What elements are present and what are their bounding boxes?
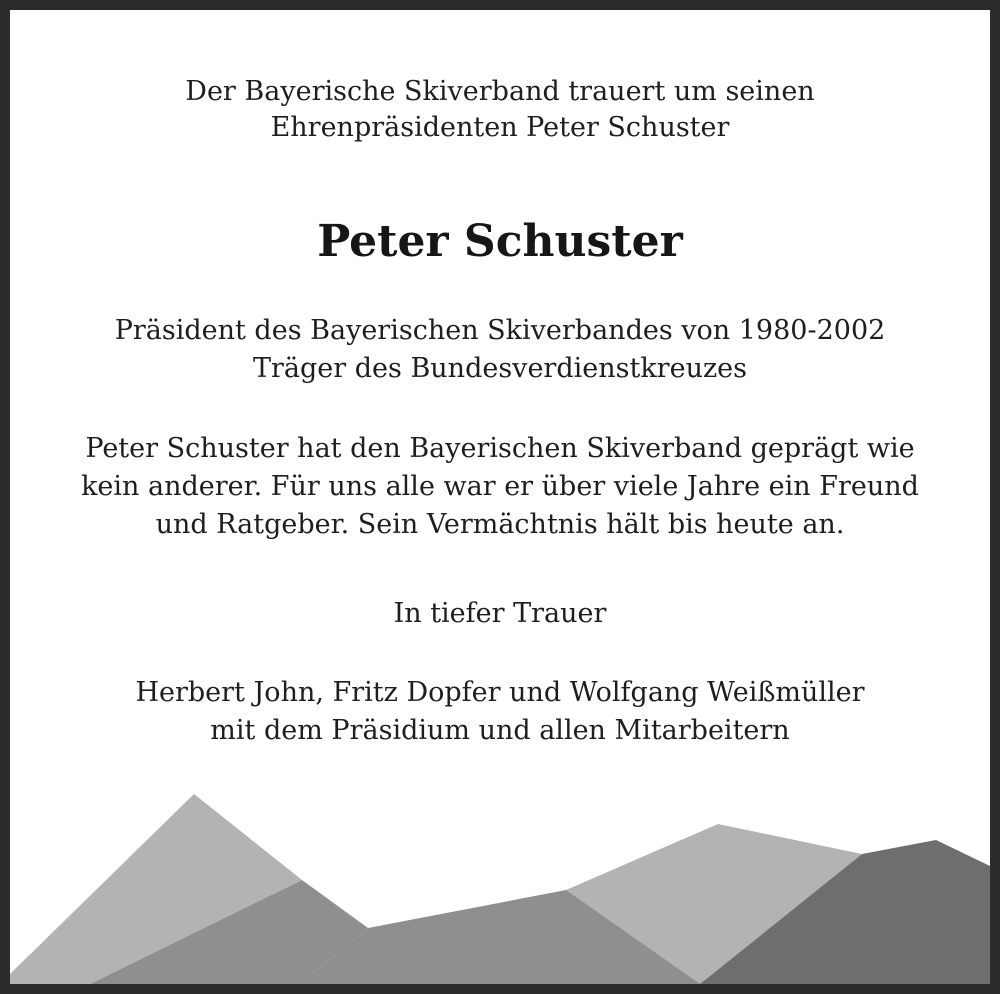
tribute-line-1: Peter Schuster hat den Bayerischen Skiverband geprägt wie — [85, 433, 915, 464]
tribute-text — [10, 430, 990, 544]
tribute-line-3: und Ratgeber. Sein Vermächtnis hält bis heute an. — [155, 509, 845, 540]
tribute-line-2: kein anderer. Für uns alle war er über viele Jahre ein Freund — [81, 471, 919, 502]
roles-text — [10, 312, 990, 388]
intro-line-1: Der Bayerische Skiverband trauert um seinen — [185, 76, 815, 107]
deceased-name: Peter Schuster — [317, 216, 683, 267]
role-line-1: Präsident des Bayerischen Skiverbandes von 1980-2002 — [114, 315, 886, 346]
intro-line-2: Ehrenpräsidenten Peter Schuster — [270, 112, 730, 143]
signers-text — [10, 674, 990, 750]
role-line-2: Träger des Bundesverdienstkreuzes — [252, 353, 748, 384]
mourning-text: In tiefer Trauer — [393, 598, 607, 629]
signers-line-1: Herbert John, Fritz Dopfer und Wolfgang Weißmüller — [135, 677, 865, 708]
signers-line-2: mit dem Präsidium und allen Mitarbeitern — [210, 715, 790, 746]
intro-text — [10, 74, 990, 146]
mountains-illustration — [10, 794, 990, 984]
